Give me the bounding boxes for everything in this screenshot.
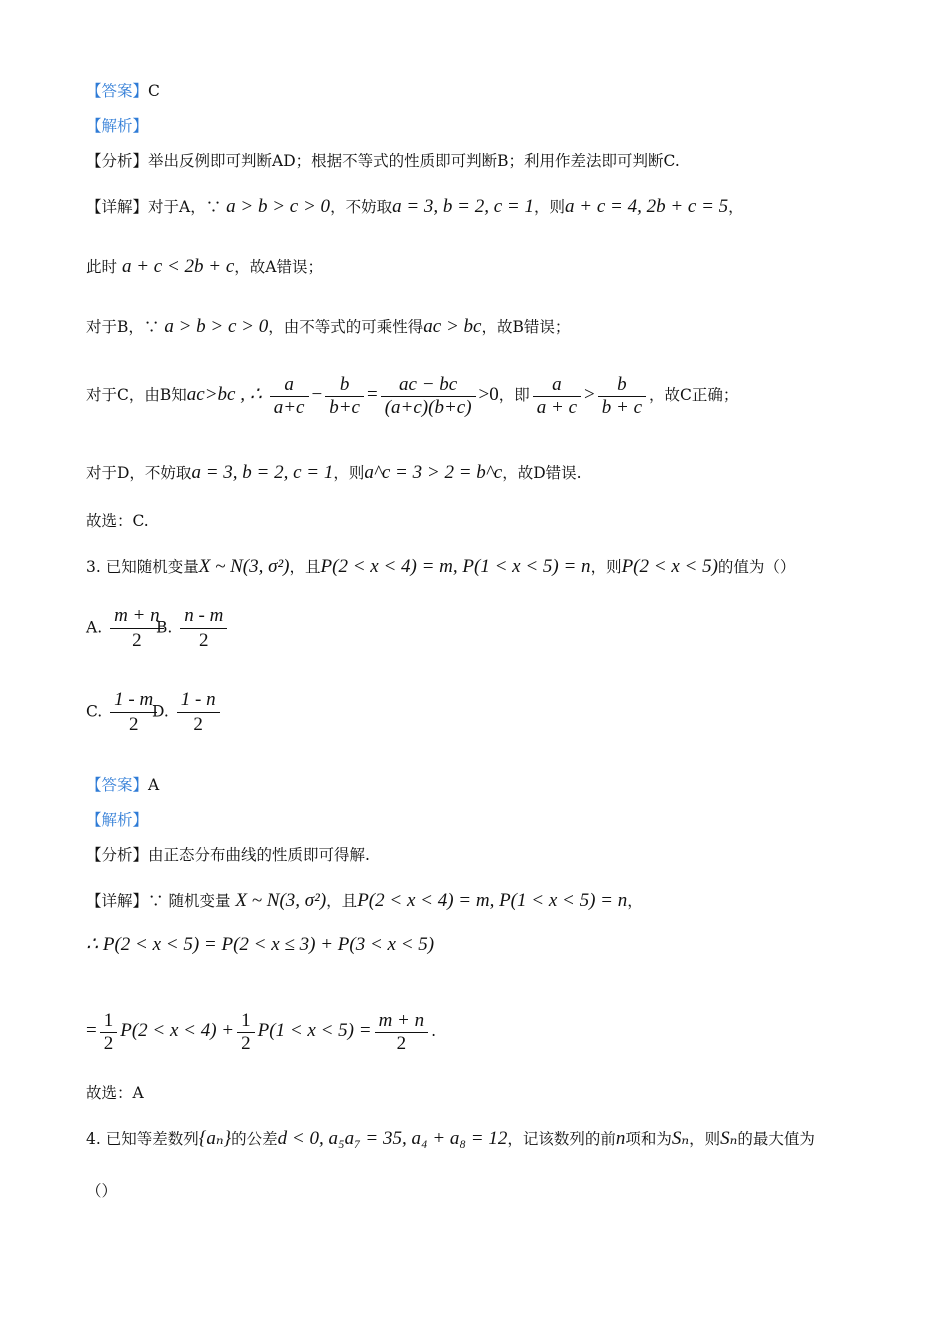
- given-math: P(2 < x < 4) = m, P(1 < x < 5) = n: [320, 556, 591, 577]
- fraction: $\frac{a}{a+c}$: [270, 374, 309, 419]
- option-d[interactable]: D. $\frac{1 - n}{2}$: [152, 688, 223, 737]
- q2-answer: C: [148, 82, 160, 100]
- sequence-math: {aₙ}: [198, 1128, 232, 1149]
- q3-detail: 【详解】∵ 随机变量 X ~ N(3, σ²)，且P(2 < x < 4) = m, P(1 < x < 5) = n，: [86, 890, 643, 911]
- q2-detail-b: 对于B，∵ a > b > c > 0，由不等式的可乘性得ac > bc，故B错误；: [86, 316, 571, 337]
- fraction: $\frac{a}{a + c}$: [533, 374, 581, 419]
- q3-analysis-tag: 【解析】: [86, 811, 149, 829]
- half-fraction: $\frac{1}{2}$: [237, 1010, 255, 1055]
- option-fraction: $\frac{n - m}{2}$: [180, 604, 227, 653]
- inequality-math: a + c < 2b + c: [121, 256, 235, 277]
- values-math: a = 3, b = 2, c = 1: [392, 196, 534, 217]
- q3-step2: = $\frac{1}{2}$ P(2 < x < 4) + $\frac{1}{2}$ P(1 < x < 5) = $\frac{m + n}{2}$ .: [86, 1009, 437, 1054]
- answer-tag: 【答案】: [86, 82, 149, 100]
- q2-detail-c: 对于C，由B知ac>bc , ∴ $\frac{a}{a+c}$ − $\frac{b}{b+c}$ = $\frac{ac - bc}{(a+c)(b+c)}$ >0，即 $\frac{a}{a + c}$ > $\frac{b}{b + c}$ ，故C正确；: [86, 373, 739, 418]
- q2-detail-a: 【详解】对于A，∵ a > b > c > 0，不妨取a = 3, b = 2, c = 1，则a + c = 4, 2b + c = 5，: [86, 196, 744, 217]
- q2-conclusion: 故选：C.: [86, 512, 149, 530]
- q4-paren: （）: [86, 1182, 118, 1200]
- q3-conclusion: 故选：A: [86, 1084, 144, 1102]
- q2-analysis-tag: 【解析】: [86, 117, 149, 135]
- q2-answer-line: [86, 80, 160, 102]
- condition-math: d < 0, a₅a₇ = 35, a₄ + a₈ = 12: [277, 1128, 508, 1149]
- option-fraction: $\frac{1 - n}{2}$: [177, 688, 220, 737]
- fraction: $\frac{b}{b + c}$: [598, 374, 646, 419]
- q2-detail-a2: 此时 a + c < 2b + c，故A错误；: [86, 256, 323, 277]
- condition-math: a > b > c > 0: [164, 316, 269, 337]
- q4-stem: 4. 已知等差数列{aₙ}的公差d < 0, a₅a₇ = 35, a₄ + a₈ = 12，记该数列的前n项和为Sₙ，则Sₙ的最大值为: [86, 1128, 815, 1149]
- power-math: a^c = 3 > 2 = b^c: [364, 462, 503, 483]
- fraction: $\frac{b}{b+c}$: [325, 374, 364, 419]
- half-fraction: $\frac{1}{2}$: [100, 1010, 118, 1055]
- q3-step1: ∴ P(2 < x < 5) = P(2 < x ≤ 3) + P(3 < x < 5): [86, 934, 435, 955]
- q2-fenxi: 举出反例即可判断AD；根据不等式的性质即可判断B；利用作差法即可判断C.: [148, 152, 680, 170]
- distribution-math: X ~ N(3, σ²): [198, 556, 290, 577]
- q2-detail-d: 对于D，不妨取a = 3, b = 2, c = 1，则a^c = 3 > 2 = b^c，故D错误.: [86, 462, 582, 483]
- q3-answer: A: [148, 776, 160, 794]
- q3-fenxi-line: 【分析】由正态分布曲线的性质即可得解.: [86, 846, 370, 864]
- q3-stem: 3. 已知随机变量X ~ N(3, σ²)，且P(2 < x < 4) = m, P(1 < x < 5) = n，则P(2 < x < 5)的值为（）: [86, 556, 796, 577]
- target-math: P(2 < x < 5): [621, 556, 718, 577]
- option-fraction: $\frac{1 - m}{2}$: [110, 688, 157, 737]
- result-math: a + c = 4, 2b + c = 5: [565, 196, 729, 217]
- q2-fenxi-line: [86, 150, 680, 172]
- condition-math: a > b > c > 0: [226, 196, 331, 217]
- option-c[interactable]: C. $\frac{1 - m}{2}$: [86, 688, 160, 737]
- option-b[interactable]: B. $\frac{n - m}{2}$: [156, 604, 230, 653]
- result-fraction: $\frac{m + n}{2}$: [375, 1010, 429, 1055]
- fraction: $\frac{ac - bc}{(a+c)(b+c)}$: [381, 374, 476, 419]
- fenxi-tag: 【分析】: [86, 152, 149, 170]
- option-a[interactable]: A. $\frac{m + n}{2}$: [86, 604, 167, 653]
- product-math: ac > bc: [423, 316, 482, 337]
- q3-answer-line: 【答案】A: [86, 776, 160, 794]
- option-fraction: $\frac{m + n}{2}$: [110, 604, 164, 653]
